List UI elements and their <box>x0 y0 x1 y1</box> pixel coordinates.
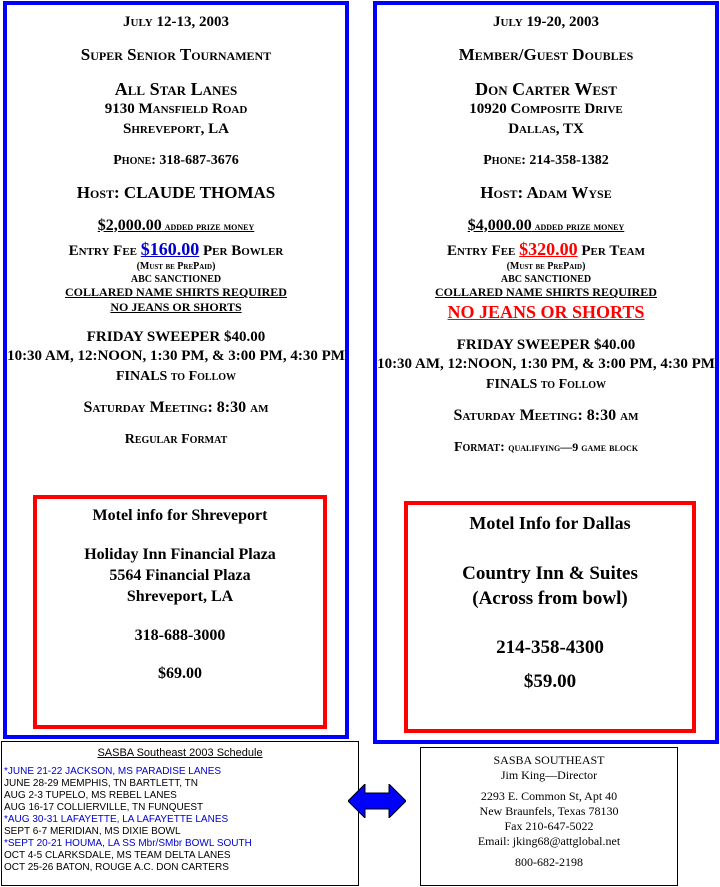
motel-address-city: Shreveport, LA <box>126 587 234 605</box>
event-name: Member/Guest Doubles <box>458 45 634 65</box>
schedule-row: AUG 2-3 TUPELO, MS REBEL LANES <box>4 790 177 801</box>
double-headed-arrow-icon <box>348 784 406 818</box>
motel-rate: $59.00 <box>523 671 577 693</box>
format-note <box>377 440 715 456</box>
event-date: July 12-13, 2003 <box>123 14 229 30</box>
format-value: qualifying—9 game block <box>508 439 639 454</box>
dallas-flyer <box>373 1 719 744</box>
motel-address-street: 5564 Financial Plaza <box>109 566 251 584</box>
schedule-title: SASBA Southeast 2003 Schedule <box>97 747 263 759</box>
director-name: Jim King—Director <box>500 768 598 782</box>
motel-info-box <box>404 501 696 733</box>
schedule-row: JUNE 28-29 MEMPHIS, TN BARTLETT, TN <box>4 778 198 789</box>
contact-box <box>420 747 678 886</box>
event-host: Host: CLAUDE THOMAS <box>76 183 276 203</box>
motel-rate: $69.00 <box>158 665 202 683</box>
venue-address-city: Shreveport, LA <box>123 120 229 137</box>
prize-amount: $4,000.00 <box>467 216 532 234</box>
motel-title: Motel info for Shreveport <box>92 507 268 524</box>
entry-fee-prefix: Entry Fee <box>68 243 141 260</box>
prepaid-note: (Must be PrePaid) <box>506 261 586 273</box>
sweeper-times: 10:30 AM, 12:NOON, 1:30 PM, & 3:00 PM, 4:30 PM <box>7 348 345 365</box>
venue-phone: Phone: 214-358-1382 <box>483 152 609 168</box>
motel-phone: 318-688-3000 <box>134 627 226 645</box>
jeans-requirement: NO JEANS OR SHORTS <box>447 302 645 323</box>
finals-note: FINALS to Follow <box>485 377 607 393</box>
org-name: SASBA SOUTHEAST <box>493 753 605 767</box>
schedule-list <box>2 766 358 874</box>
motel-name-address <box>37 545 323 607</box>
venue-address-street: 9130 Mansfield Road <box>104 101 248 118</box>
entry-fee-amount: $320.00 <box>519 239 578 260</box>
venue-name: All Star Lanes <box>114 78 238 99</box>
venue-name: Don Carter West <box>475 78 617 99</box>
prize-money <box>7 217 345 235</box>
prize-label: added prize money <box>531 218 625 233</box>
motel-phone: 214-358-4300 <box>496 637 604 659</box>
contact-email: Email: jking68@attglobal.net <box>477 834 621 848</box>
event-date: July 19-20, 2003 <box>493 14 599 30</box>
entry-fee-prefix: Entry Fee <box>447 243 520 260</box>
prize-money <box>377 217 715 235</box>
venue-address-city: Dallas, TX <box>508 120 584 137</box>
prize-label: added prize money <box>161 218 255 233</box>
prize-amount: $2,000.00 <box>97 216 162 234</box>
entry-fee <box>377 239 715 260</box>
schedule-row: *SEPT 20-21 HOUMA, LA SS Mbr/SMbr BOWL SOUTH <box>4 838 252 849</box>
event-name: Super Senior Tournament <box>80 45 272 65</box>
schedule-box <box>1 741 359 886</box>
motel-name-note <box>408 562 692 611</box>
motel-name: Country Inn & Suites <box>462 563 638 584</box>
saturday-meeting: Saturday Meeting: 8:30 am <box>453 407 639 425</box>
sanction-note: ABC SANCTIONED <box>130 273 222 285</box>
contact-fax: Fax 210-647-5022 <box>504 819 594 833</box>
shreveport-flyer <box>3 1 349 739</box>
schedule-row: OCT 25-26 BATON, ROUGE A.C. DON CARTERS <box>4 862 229 873</box>
venue-address-street: 10920 Composite Drive <box>469 101 623 118</box>
entry-fee <box>7 239 345 260</box>
format-label: Format: <box>453 439 509 455</box>
motel-title: Motel Info for Dallas <box>469 513 631 533</box>
friday-sweeper: FRIDAY SWEEPER $40.00 <box>86 328 266 345</box>
schedule-row: SEPT 6-7 MERIDIAN, MS DIXIE BOWL <box>4 826 181 837</box>
shirts-requirement: COLLARED NAME SHIRTS REQUIRED <box>65 285 287 300</box>
entry-fee-suffix: Per Team <box>577 243 645 260</box>
contact-address-city: New Braunfels, Texas 78130 <box>479 804 619 818</box>
finals-note: FINALS to Follow <box>115 369 237 385</box>
schedule-row: *JUNE 21-22 JACKSON, MS PARADISE LANES <box>4 766 222 777</box>
format-note: Regular Format <box>124 431 228 447</box>
motel-note: (Across from bowl) <box>472 587 628 609</box>
entry-fee-amount: $160.00 <box>140 239 200 260</box>
friday-sweeper: FRIDAY SWEEPER $40.00 <box>456 336 636 353</box>
schedule-row: *AUG 30-31 LAFAYETTE, LA LAFAYETTE LANES <box>4 814 229 825</box>
jeans-requirement: NO JEANS OR SHORTS <box>110 300 242 315</box>
event-host: Host: Adam Wyse <box>480 183 612 203</box>
contact-phone: 800-682-2198 <box>515 855 583 869</box>
schedule-row: OCT 4-5 CLARKSDALE, MS TEAM DELTA LANES <box>4 850 231 861</box>
entry-fee-suffix: Per Bowler <box>199 243 284 260</box>
venue-phone: Phone: 318-687-3676 <box>113 152 239 168</box>
saturday-meeting: Saturday Meeting: 8:30 am <box>83 399 269 417</box>
contact-address-street: 2293 E. Common St, Apt 40 <box>480 789 618 803</box>
shirts-requirement: COLLARED NAME SHIRTS REQUIRED <box>435 285 657 300</box>
schedule-row: AUG 16-17 COLLIERVILLE, TN FUNQUEST <box>4 802 204 813</box>
sanction-note: ABC SANCTIONED <box>500 273 592 285</box>
sweeper-times: 10:30 AM, 12:NOON, 1:30 PM, & 3:00 PM, 4:30 PM <box>377 356 715 372</box>
prepaid-note: (Must be PrePaid) <box>136 261 216 273</box>
motel-name: Holiday Inn Financial Plaza <box>84 546 276 563</box>
motel-info-box <box>33 495 327 729</box>
